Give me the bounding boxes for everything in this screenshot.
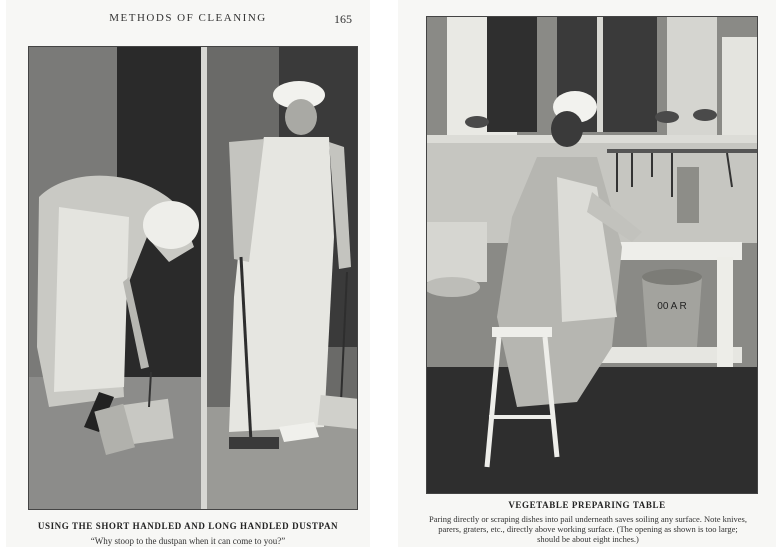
book-gutter	[372, 0, 396, 547]
left-caption-title: USING THE SHORT HANDLED AND LONG HANDLED DUSTPAN	[37, 521, 339, 531]
right-book-page	[398, 0, 776, 547]
vegetable-table-photograph	[426, 16, 758, 494]
dustpan-photo-illustration	[29, 47, 357, 509]
pail-label: 00 A R	[657, 301, 687, 312]
kitchen-photo-illustration	[427, 17, 757, 493]
running-head: METHODS OF CLEANING	[109, 12, 267, 24]
right-caption-body: Paring directly or scraping dishes into pail underneath saves soiling any surface. Note knives, parers, graters, etc., directly above working surface. (The opening as shown is too large; should be about eight inches.)	[429, 514, 747, 544]
right-caption-title: VEGETABLE PREPARING TABLE	[508, 500, 666, 510]
left-caption-quote: “Why stoop to the dustpan when it can come to you?”	[90, 536, 286, 546]
dustpan-photograph	[28, 46, 358, 510]
left-book-page	[6, 0, 370, 547]
page-number: 165	[334, 12, 352, 26]
